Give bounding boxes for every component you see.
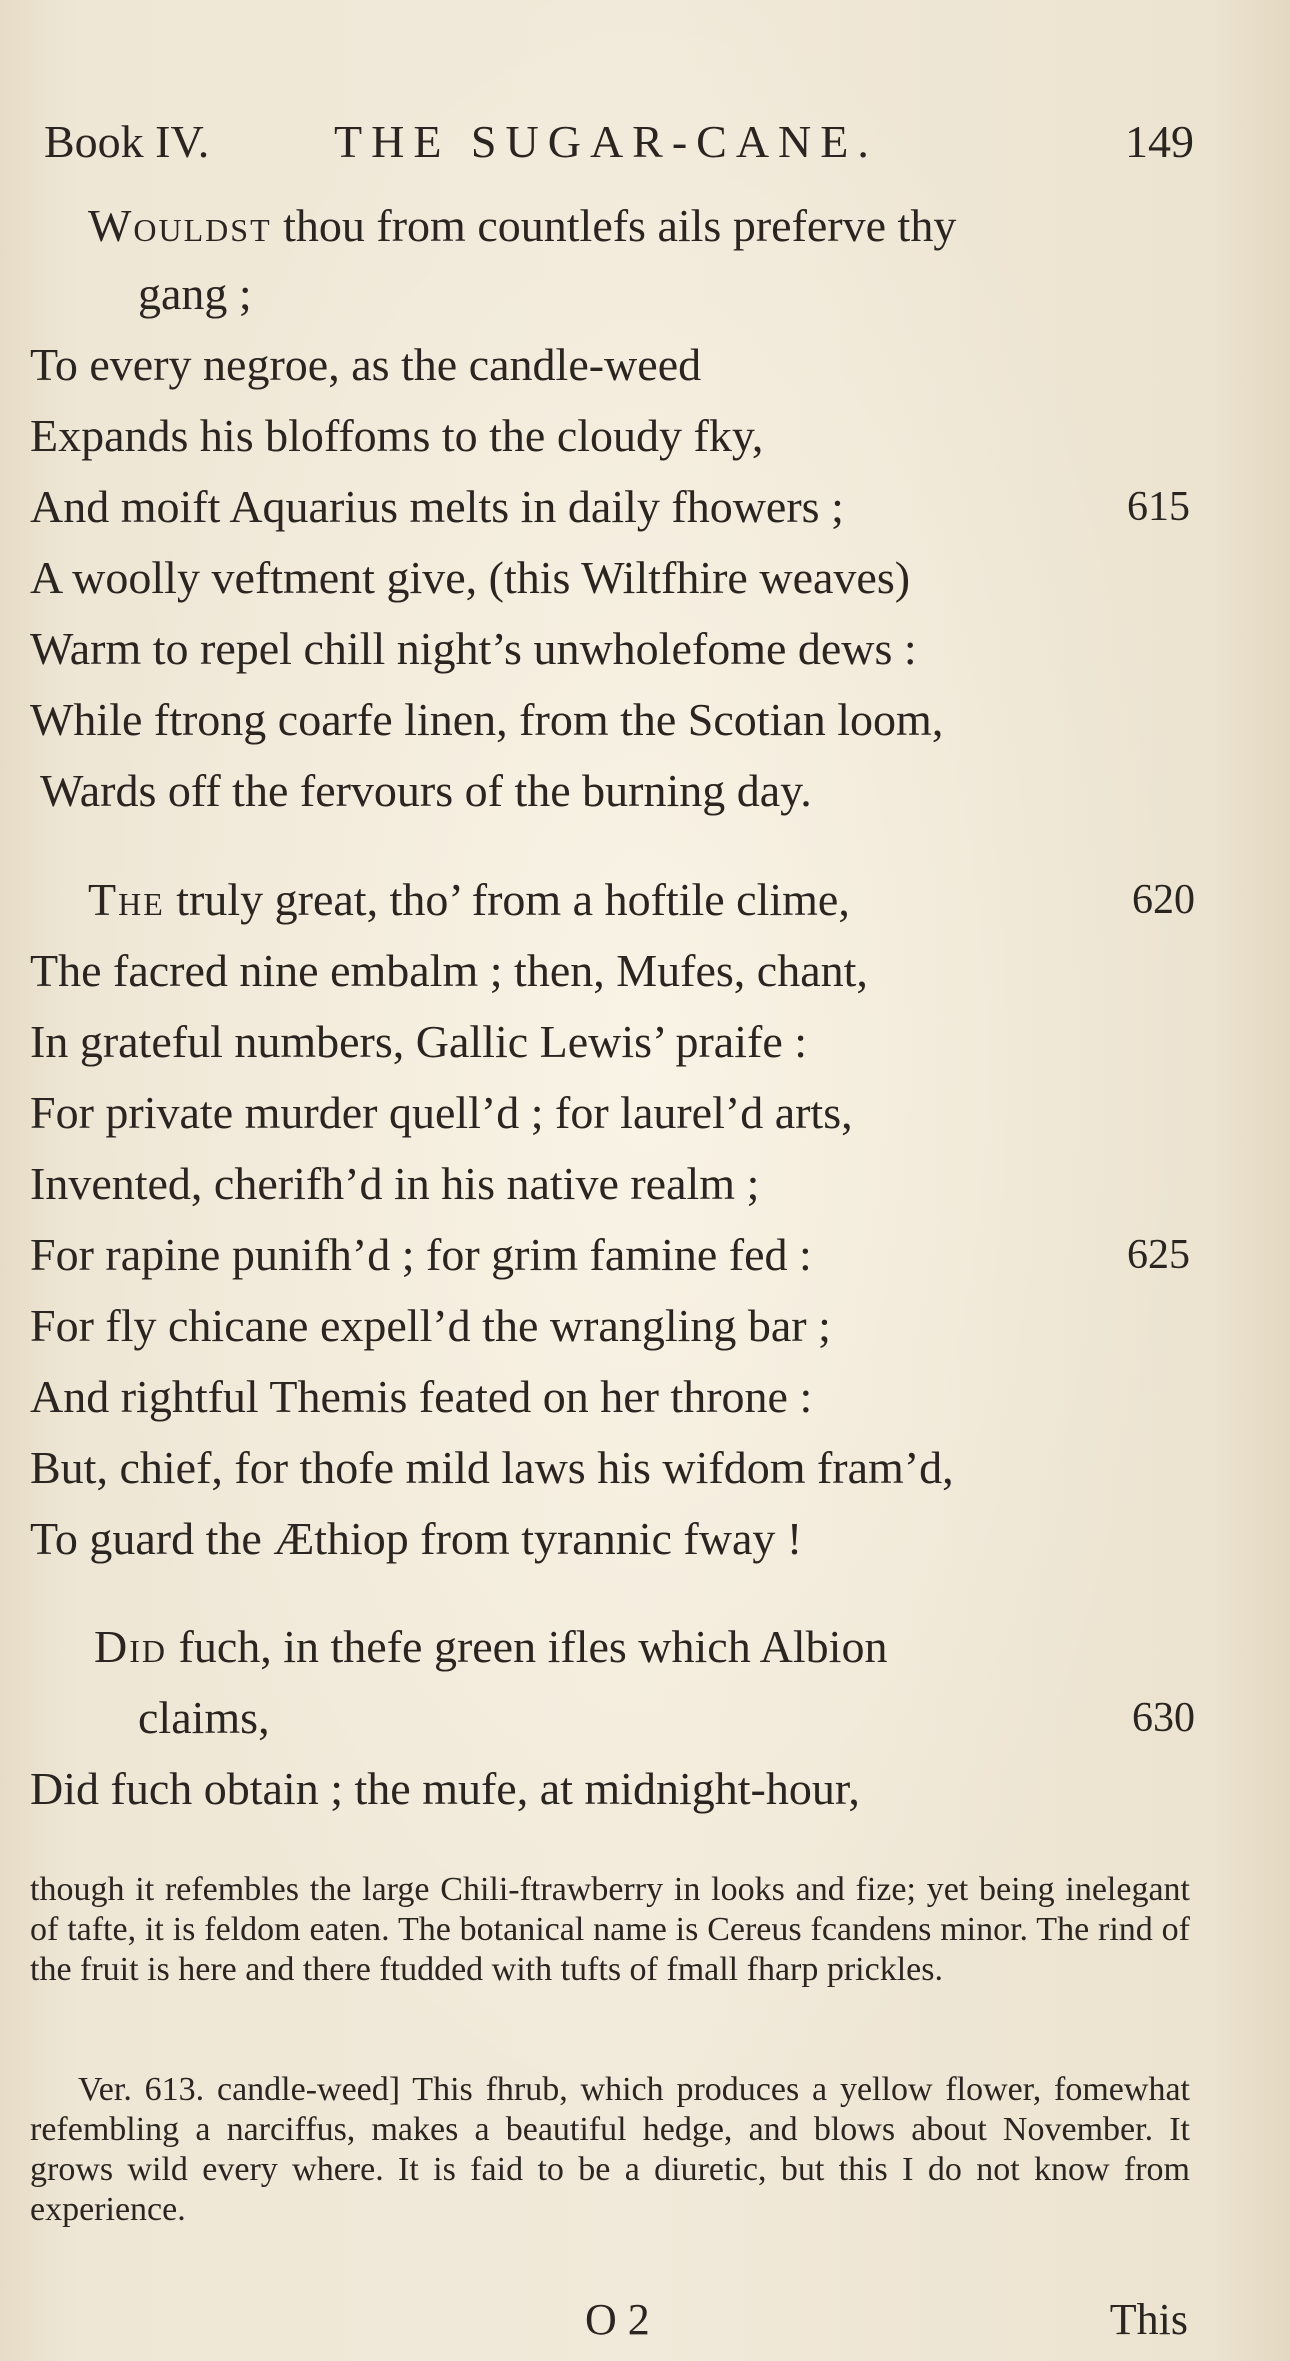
verse-line: To guard the Æthiop from tyrannic fway ! [30,1513,803,1564]
page-number: 149 [1125,116,1194,167]
verse-line: To every negroe, as the candle-weed [30,339,702,390]
verse-line: While ftrong coarfe linen, from the Scotian loom, [30,694,944,745]
verse-line: The truly great, tho’ from a hoftile clime, [88,874,850,925]
verse-line: Did fuch, in thefe green ifles which Albion [94,1621,888,1672]
running-head-book: Book IV. [44,116,210,167]
page-footer [0,2295,1290,2345]
verse-line: The facred nine embalm ; then, Mufes, chant, [30,945,868,996]
verse-line: Wards off the fervours of the burning day. [40,765,812,816]
line-number: 615 [1127,484,1190,530]
verse-initial-word: The [88,874,165,925]
verse-line: In grateful numbers, Gallic Lewis’ praife : [30,1016,808,1067]
signature-mark: O 2 [585,2295,650,2344]
verse-line: For private murder quell’d ; for laurel’d arts, [30,1087,853,1138]
running-head-title: THE SUGAR-CANE. [334,116,878,167]
footnote-text: though it refembles the large Chili-ftrawberry in looks and fize; yet being inelegant of tafte, it is feldom eaten. The botanical name is Cereus fcandens minor. The rind of the fruit is here and there ftudded with tufts of fmall fharp prickles. [30,1871,1190,1988]
verse-line: Wouldst thou from countlefs ails preferve thy [88,200,957,251]
verse-line: And moift Aquarius melts in daily fhowers ; [30,481,844,532]
line-number: 620 [1132,877,1195,923]
verse-line: But, chief, for thofe mild laws his wifdom fram’d, [30,1442,954,1493]
running-head [44,112,1194,172]
verse-line: Did fuch obtain ; the mufe, at midnight-hour, [30,1763,860,1814]
verse-line: gang ; [138,268,252,319]
verse-line: A woolly veftment give, (this Wiltfhire weaves) [30,552,911,603]
footnote-candle-weed [30,2070,1190,2230]
verse-line: For rapine punifh’d ; for grim famine fed : [30,1229,812,1280]
verse-line: For fly chicane expell’d the wrangling bar ; [30,1300,831,1351]
verse-line: Invented, cherifh’d in his native realm ; [30,1158,760,1209]
catchword: This [1109,2295,1188,2344]
verse-line: Warm to repel chill night’s unwholefome dews : [30,623,917,674]
verse-line: claims, [138,1692,270,1743]
verse-line: And rightful Themis feated on her throne : [30,1371,813,1422]
verse-line: Expands his bloffoms to the cloudy fky, [30,410,764,461]
verse-initial-word: Wouldst [88,200,272,251]
line-number: 625 [1127,1232,1190,1278]
footnote-continued [30,1870,1190,1990]
line-number: 630 [1132,1695,1195,1741]
verse-initial-word: Did [94,1621,167,1672]
footnote-text: Ver. 613. candle-weed] This fhrub, which produces a yellow flower, fomewhat refembling a narciffus, makes a beautiful hedge, and blows about November. It grows wild every where. It is faid to be a diuretic, but this I do not know from experience. [30,2071,1190,2228]
